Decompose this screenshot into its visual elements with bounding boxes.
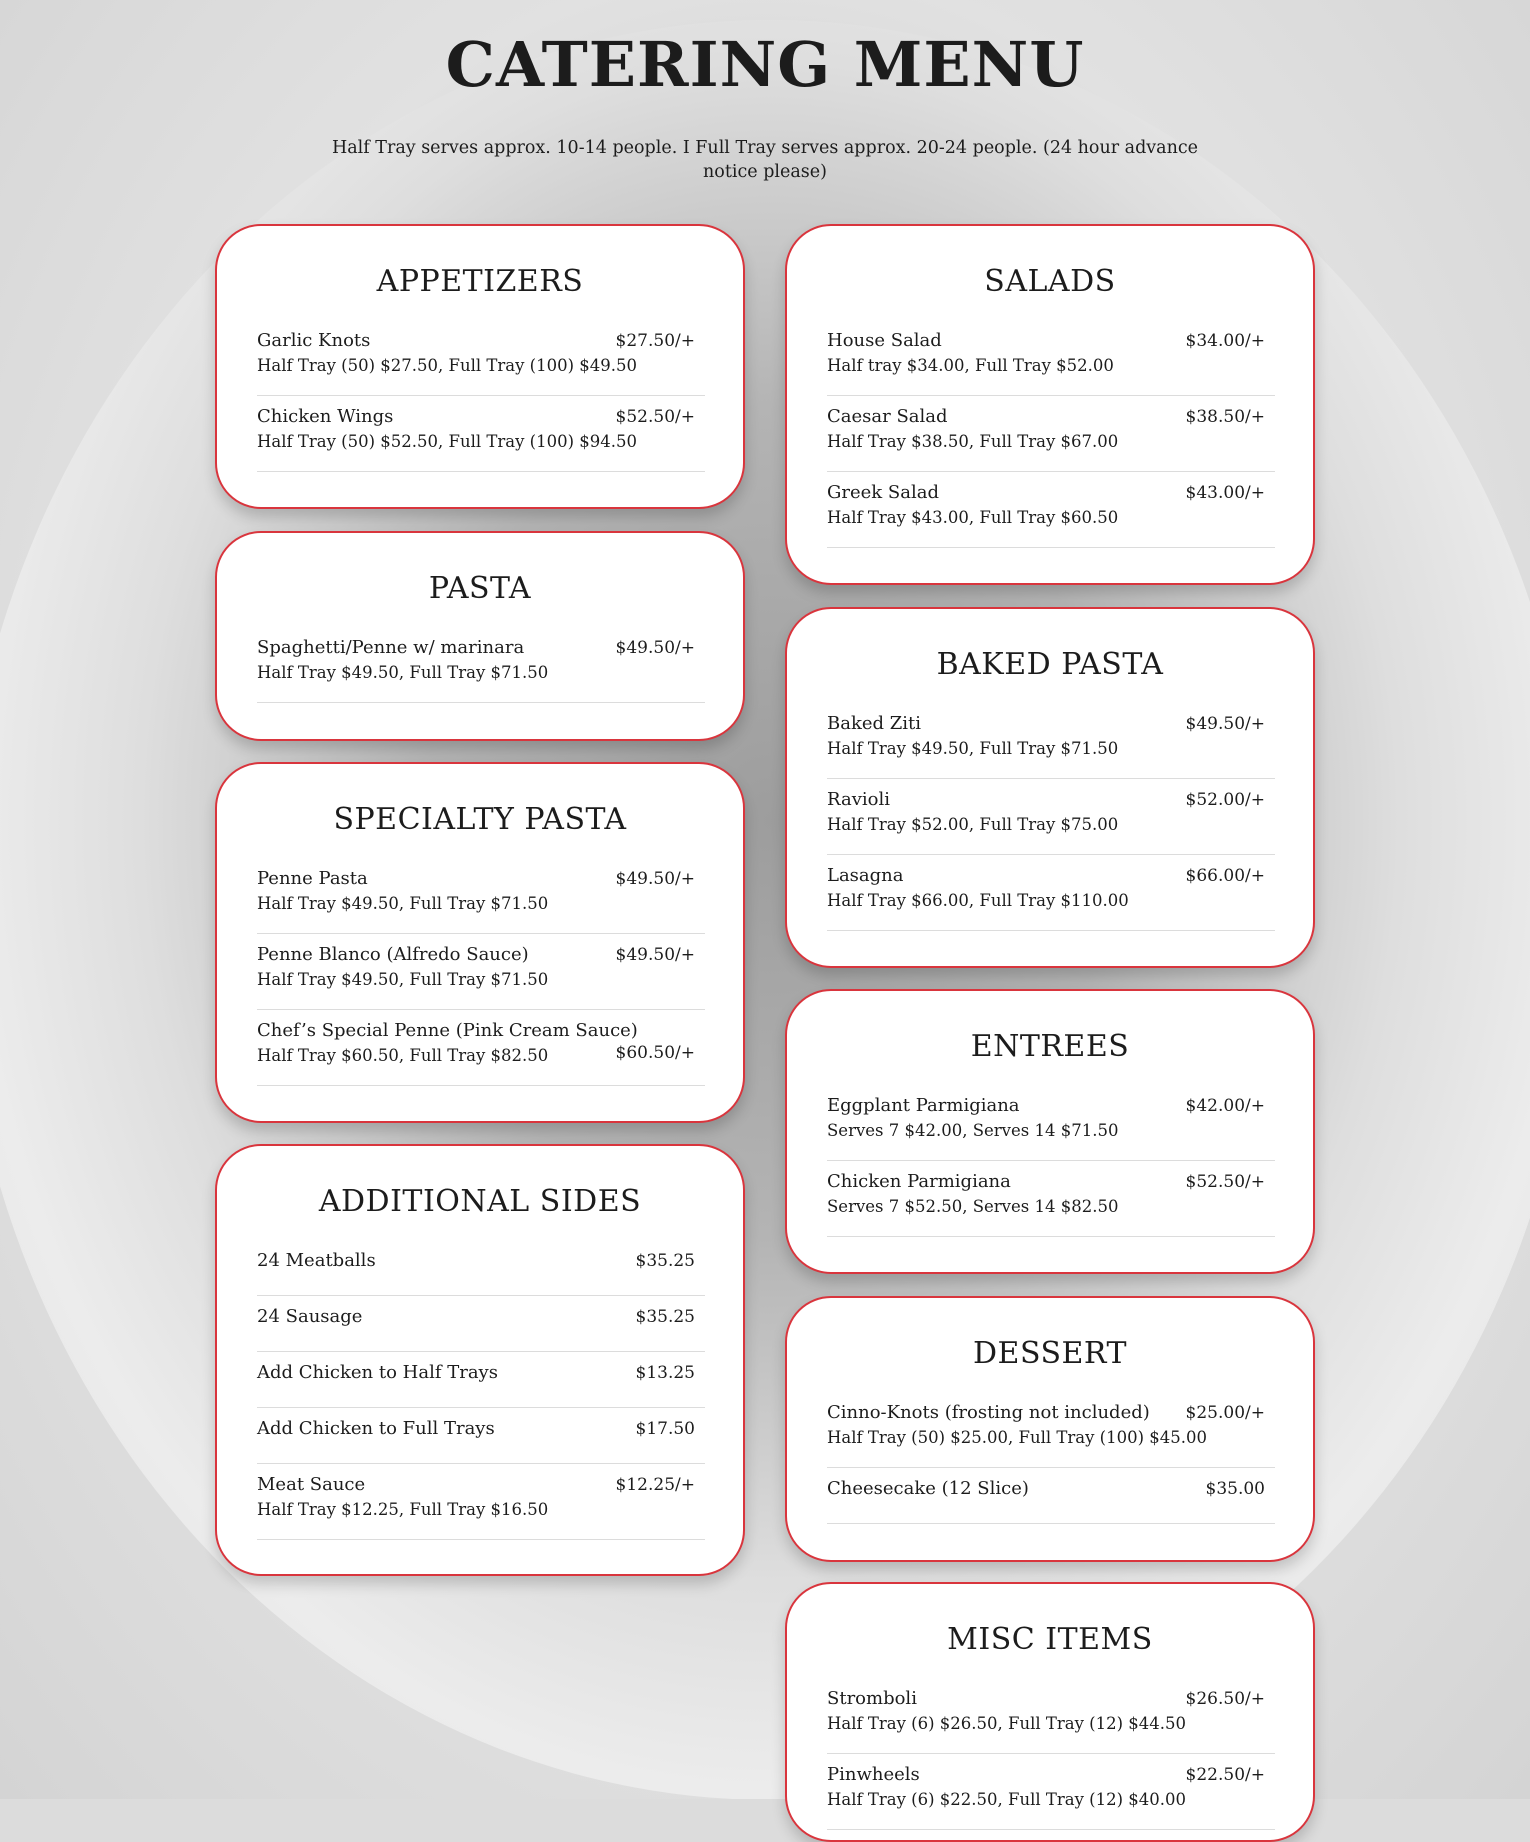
menu-item bbox=[257, 1352, 705, 1408]
section-heading: PASTA bbox=[428, 571, 532, 606]
item-name: Stromboli bbox=[827, 1688, 917, 1709]
item-name: Cheesecake (12 Slice) bbox=[827, 1478, 1029, 1499]
item-price: $13.25 bbox=[635, 1363, 695, 1383]
page-title: CATERING MENU bbox=[445, 28, 1085, 101]
menu-item bbox=[827, 1392, 1275, 1468]
item-name: Eggplant Parmigiana bbox=[827, 1095, 1020, 1116]
item-detail: Half Tray (50) $27.50, Full Tray (100) $49.50 bbox=[257, 356, 638, 375]
section-heading: ADDITIONAL SIDES bbox=[318, 1184, 642, 1219]
item-name: House Salad bbox=[827, 330, 942, 351]
item-price: $43.00/+ bbox=[1185, 483, 1265, 503]
section-heading: SPECIALTY PASTA bbox=[333, 802, 627, 837]
item-detail: Half Tray (6) $22.50, Full Tray (12) $40.00 bbox=[827, 1790, 1187, 1809]
menu-item bbox=[827, 1678, 1275, 1754]
section-heading: SALADS bbox=[984, 264, 1116, 299]
menu-item bbox=[827, 396, 1275, 472]
item-detail: Half Tray $49.50, Full Tray $71.50 bbox=[257, 894, 549, 913]
item-price: $52.50/+ bbox=[615, 407, 695, 427]
item-name: Lasagna bbox=[827, 865, 904, 886]
section-heading: APPETIZERS bbox=[376, 264, 584, 299]
menu-item bbox=[257, 1240, 705, 1296]
menu-item bbox=[827, 1085, 1275, 1161]
item-price: $35.25 bbox=[635, 1251, 695, 1271]
menu-item bbox=[257, 320, 705, 396]
item-name: Chicken Wings bbox=[257, 406, 394, 427]
menu-item bbox=[257, 1010, 705, 1086]
item-price: $22.50/+ bbox=[1185, 1765, 1265, 1785]
item-detail: Half Tray $49.50, Full Tray $71.50 bbox=[827, 739, 1119, 758]
card-appetizers bbox=[215, 224, 745, 509]
item-price: $49.50/+ bbox=[615, 638, 695, 658]
item-name: Baked Ziti bbox=[827, 713, 922, 734]
item-price: $34.00/+ bbox=[1185, 331, 1265, 351]
card-pasta bbox=[215, 531, 745, 741]
menu-item bbox=[827, 703, 1275, 779]
item-detail: Half Tray (50) $25.00, Full Tray (100) $45.00 bbox=[827, 1428, 1208, 1447]
item-detail: Half Tray (50) $52.50, Full Tray (100) $94.50 bbox=[257, 432, 638, 451]
menu-item bbox=[827, 320, 1275, 396]
item-name: Cinno-Knots (frosting not included) bbox=[827, 1402, 1150, 1423]
item-detail: Half Tray $52.00, Full Tray $75.00 bbox=[827, 815, 1119, 834]
card-salads bbox=[785, 224, 1315, 585]
section-heading: BAKED PASTA bbox=[936, 647, 1164, 682]
menu-item bbox=[827, 855, 1275, 931]
menu-item bbox=[827, 472, 1275, 548]
item-detail: Serves 7 $52.50, Serves 14 $82.50 bbox=[827, 1197, 1119, 1216]
item-name: Chicken Parmigiana bbox=[827, 1171, 1011, 1192]
item-name: 24 Sausage bbox=[257, 1306, 363, 1327]
item-detail: Half Tray (6) $26.50, Full Tray (12) $44.50 bbox=[827, 1714, 1187, 1733]
item-price: $66.00/+ bbox=[1185, 866, 1265, 886]
item-price: $60.50/+ bbox=[615, 1043, 695, 1063]
card-dessert bbox=[785, 1296, 1315, 1562]
item-detail: Half tray $34.00, Full Tray $52.00 bbox=[827, 356, 1114, 375]
item-name: 24 Meatballs bbox=[257, 1250, 376, 1271]
item-price: $17.50 bbox=[635, 1419, 695, 1439]
item-name: Add Chicken to Half Trays bbox=[257, 1362, 498, 1383]
menu-item bbox=[257, 858, 705, 934]
menu-item bbox=[257, 1464, 705, 1540]
menu-item bbox=[827, 779, 1275, 855]
item-name: Pinwheels bbox=[827, 1764, 920, 1785]
menu-item bbox=[827, 1754, 1275, 1830]
section-heading: DESSERT bbox=[973, 1336, 1127, 1371]
item-price: $35.00 bbox=[1205, 1479, 1265, 1499]
item-name: Add Chicken to Full Trays bbox=[257, 1418, 495, 1439]
menu-item bbox=[257, 934, 705, 1010]
item-detail: Half Tray $66.00, Full Tray $110.00 bbox=[827, 891, 1129, 910]
item-detail: Half Tray $43.00, Full Tray $60.50 bbox=[827, 508, 1119, 527]
item-price: $52.50/+ bbox=[1185, 1172, 1265, 1192]
item-price: $52.00/+ bbox=[1185, 790, 1265, 810]
card-specialty-pasta bbox=[215, 762, 745, 1123]
item-detail: Half Tray $12.25, Full Tray $16.50 bbox=[257, 1500, 549, 1519]
menu-item bbox=[827, 1468, 1275, 1524]
item-detail: Half Tray $49.50, Full Tray $71.50 bbox=[257, 970, 549, 989]
item-name: Chef’s Special Penne (Pink Cream Sauce) bbox=[257, 1020, 638, 1041]
item-price: $26.50/+ bbox=[1185, 1689, 1265, 1709]
page-subtitle: Half Tray serves approx. 10-14 people. I Full Tray serves approx. 20-24 people. (24 hour advance notice please) bbox=[331, 138, 1199, 182]
item-price: $35.25 bbox=[635, 1307, 695, 1327]
menu-item bbox=[257, 396, 705, 472]
menu-item bbox=[257, 1408, 705, 1464]
item-detail: Serves 7 $42.00, Serves 14 $71.50 bbox=[827, 1121, 1119, 1140]
item-detail: Half Tray $38.50, Full Tray $67.00 bbox=[827, 432, 1119, 451]
item-name: Spaghetti/Penne w/ marinara bbox=[257, 637, 525, 658]
card-entrees bbox=[785, 989, 1315, 1274]
card-misc-items bbox=[785, 1582, 1315, 1842]
card-additional-sides bbox=[215, 1144, 745, 1576]
menu-item bbox=[257, 627, 705, 703]
item-name: Garlic Knots bbox=[257, 330, 371, 351]
item-name: Caesar Salad bbox=[827, 406, 948, 427]
section-heading: MISC ITEMS bbox=[947, 1622, 1153, 1657]
item-name: Meat Sauce bbox=[257, 1474, 366, 1495]
item-price: $42.00/+ bbox=[1185, 1096, 1265, 1116]
item-price: $25.00/+ bbox=[1185, 1403, 1265, 1423]
item-price: $27.50/+ bbox=[615, 331, 695, 351]
item-price: $12.25/+ bbox=[615, 1475, 695, 1495]
item-price: $49.50/+ bbox=[1185, 714, 1265, 734]
menu-item bbox=[257, 1296, 705, 1352]
card-baked-pasta bbox=[785, 607, 1315, 968]
item-price: $38.50/+ bbox=[1185, 407, 1265, 427]
item-name: Greek Salad bbox=[827, 482, 939, 503]
item-price: $49.50/+ bbox=[615, 869, 695, 889]
item-price: $49.50/+ bbox=[615, 945, 695, 965]
item-name: Penne Pasta bbox=[257, 868, 368, 889]
section-heading: ENTREES bbox=[970, 1029, 1130, 1064]
menu-item bbox=[827, 1161, 1275, 1237]
item-name: Ravioli bbox=[827, 789, 890, 810]
item-name: Penne Blanco (Alfredo Sauce) bbox=[257, 944, 529, 965]
item-detail: Half Tray $60.50, Full Tray $82.50 bbox=[257, 1046, 549, 1065]
item-detail: Half Tray $49.50, Full Tray $71.50 bbox=[257, 663, 549, 682]
